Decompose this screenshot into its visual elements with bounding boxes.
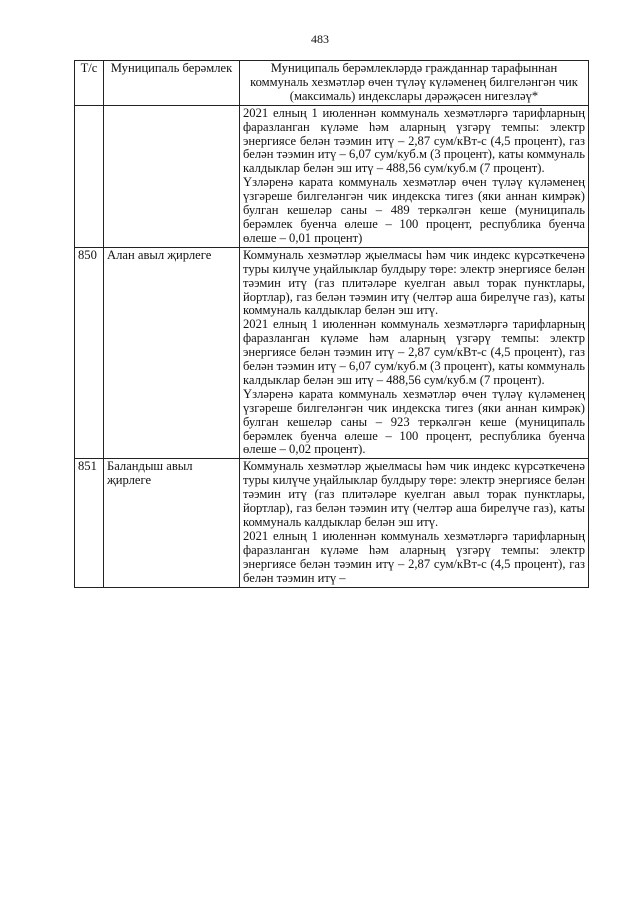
paragraph: Коммуналь хезмәтләр җыелмасы һәм чик индекс күрсәткеченә туры килүче уңайлыклар булдыру төре: электр энергиясе белән тәэмин итү (газ плитәләре куелган авыл торак пунктлары, йортлар), газ белән тәэмин итү (челтәр аша бирелүче газ), каты коммуналь калдыклар белән эш итү. [243,459,585,529]
row-justification [240,105,589,247]
paragraph: Үзләренә карата коммуналь хезмәтләр өчен түләү күләменең үзгәреше билгеләнгән чик индекска тигез (яки аннан кимрәк) булган кешеләр саны – 923 теркәлгән кеше (муниципаль берәмлек буенча өлеше – 100 процент, республика буенча өлеше – 0,02 процент). [243,386,585,457]
paragraph: Үзләренә карата коммуналь хезмәтләр өчен түләү күләменең үзгәреше билгеләнгән чик индекска тигез (яки аннан кимрәк) булган кешеләр саны – 489 теркәлгән кеше (муниципаль берәмлек буенча өлеше – 100 процент, республика буенча өлеше – 0,01 процент) [243,175,585,245]
row-justification [240,247,589,459]
row-municipality [104,105,240,247]
municipal-index-table [74,60,589,588]
paragraph: 2021 елның 1 июленнән коммуналь хезмәтләргә тарифларның фаразланган күләме һәм аларның үзгәрү темпы: электр энергиясе белән тәэмин итү – 2,87 сум/кВт-с (4,5 процент), газ белән тәэмин итү – 6,07 сум/куб.м (3 процент), каты коммуналь калдыклар белән эш итү – 488,56 сум/куб.м (7 процент). [243,105,585,176]
table-row [75,247,589,459]
row-justification [240,459,589,587]
table-header-row [75,61,589,106]
row-number: 851 [75,459,104,587]
row-municipality: Баландыш авыл җирлеге [104,459,240,587]
header-justification: Муниципаль берәмлекләрдә гражданнар тарафыннан коммуналь хезмәтләр өчен түләү күләменең билгеләнгән чик (максималь) индекслары дәрәҗәсен нигезләү* [240,61,589,106]
row-municipality: Алан авыл җирлеге [104,247,240,459]
row-number: 850 [75,247,104,459]
table-row [75,459,589,587]
header-municipality: Муниципаль берәмлек [104,61,240,106]
paragraph: Коммуналь хезмәтләр җыелмасы һәм чик индекс күрсәткеченә туры килүче уңайлыклар булдыру төре: электр энергиясе белән тәэмин итү (газ плитәләре куелган авыл торак пунктлары, йортлар), газ белән тәэмин итү (челтәр аша бирелүче газ), каты коммуналь калдыклар белән эш итү. [243,247,585,318]
table-row [75,105,589,247]
header-number: Т/с [75,61,104,106]
paragraph: 2021 елның 1 июленнән коммуналь хезмәтләргә тарифларның фаразланган күләме һәм аларның үзгәрү темпы: электр энергиясе белән тәэмин итү – 2,87 сум/кВт-с (4,5 процент), газ белән тәэмин итү – [243,528,585,585]
paragraph: 2021 елның 1 июленнән коммуналь хезмәтләргә тарифларның фаразланган күләме һәм аларның үзгәрү темпы: электр энергиясе белән тәэмин итү – 2,87 сум/кВт-с (4,5 процент), газ белән тәэмин итү – 6,07 сум/куб.м (3 процент), каты коммуналь калдыклар белән эш итү – 488,56 сум/куб.м (7 процент). [243,317,585,387]
page-number: 483 [311,32,329,46]
row-number [75,105,104,247]
